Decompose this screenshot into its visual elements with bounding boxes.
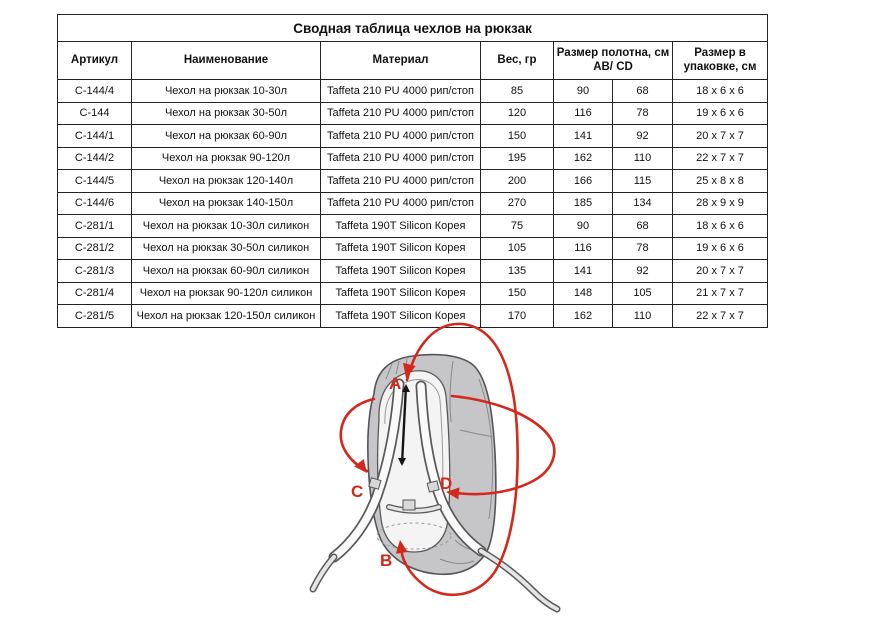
table-cell: 200 bbox=[481, 170, 554, 193]
table-cell: Taffeta 210 PU 4000 рип/стоп bbox=[321, 102, 481, 125]
table-cell: 110 bbox=[613, 147, 673, 170]
table-cell: 162 bbox=[554, 305, 613, 328]
table-cell: 92 bbox=[613, 260, 673, 283]
table-row bbox=[58, 215, 768, 238]
label-c: C bbox=[351, 482, 364, 501]
table-cell: C-144 bbox=[58, 102, 132, 125]
table-cell: C-281/1 bbox=[58, 215, 132, 238]
table-cell: 22 x 7 x 7 bbox=[673, 305, 768, 328]
table-row bbox=[58, 125, 768, 148]
table-cell: 21 x 7 x 7 bbox=[673, 282, 768, 305]
table-cell: 116 bbox=[554, 237, 613, 260]
table-cell: Taffeta 190T Silicon Корея bbox=[321, 282, 481, 305]
table-row bbox=[58, 80, 768, 103]
sternum-buckle bbox=[403, 500, 415, 510]
table-cell: 78 bbox=[613, 237, 673, 260]
table-cell: 141 bbox=[554, 260, 613, 283]
backpack-diagram bbox=[305, 313, 565, 615]
table-cell: 150 bbox=[481, 282, 554, 305]
table-cell: 134 bbox=[613, 192, 673, 215]
table-cell: 85 bbox=[481, 80, 554, 103]
table-cell: Чехол на рюкзак 10-30л силикон bbox=[132, 215, 321, 238]
table-cell: 68 bbox=[613, 215, 673, 238]
table-cell: Taffeta 210 PU 4000 рип/стоп bbox=[321, 192, 481, 215]
summary-table bbox=[57, 14, 768, 328]
table-cell: Taffeta 210 PU 4000 рип/стоп bbox=[321, 170, 481, 193]
table-cell: Taffeta 210 PU 4000 рип/стоп bbox=[321, 147, 481, 170]
table-cell: C-281/3 bbox=[58, 260, 132, 283]
table-cell: 90 bbox=[554, 215, 613, 238]
strap-buckle-right bbox=[427, 481, 439, 492]
table-cell: 135 bbox=[481, 260, 554, 283]
label-d: D bbox=[440, 474, 453, 493]
table-cell: 20 x 7 x 7 bbox=[673, 125, 768, 148]
table-cell: Чехол на рюкзак 60-90л силикон bbox=[132, 260, 321, 283]
table-cell: 28 x 9 x 9 bbox=[673, 192, 768, 215]
table-cell: 18 x 6 x 6 bbox=[673, 80, 768, 103]
table-row bbox=[58, 192, 768, 215]
table-title: Сводная таблица чехлов на рюкзак bbox=[58, 15, 768, 42]
table-cell: 105 bbox=[481, 237, 554, 260]
table-cell: 22 x 7 x 7 bbox=[673, 147, 768, 170]
table-cell: Taffeta 190T Silicon Корея bbox=[321, 215, 481, 238]
table-cell: Чехол на рюкзак 90-120л силикон bbox=[132, 282, 321, 305]
table-cell: Чехол на рюкзак 30-50л bbox=[132, 102, 321, 125]
table-cell: 150 bbox=[481, 125, 554, 148]
table-cell: C-144/4 bbox=[58, 80, 132, 103]
column-header: Размер в упаковке, см bbox=[673, 42, 768, 80]
table-cell: Чехол на рюкзак 140-150л bbox=[132, 192, 321, 215]
column-header: Наименование bbox=[132, 42, 321, 80]
table-row bbox=[58, 170, 768, 193]
table-cell: C-144/2 bbox=[58, 147, 132, 170]
table-cell: 18 x 6 x 6 bbox=[673, 215, 768, 238]
table-cell: 90 bbox=[554, 80, 613, 103]
table-cell: C-281/2 bbox=[58, 237, 132, 260]
table-row bbox=[58, 282, 768, 305]
table-body bbox=[58, 80, 768, 328]
column-header: Размер полотна, см АВ/ CD bbox=[554, 42, 673, 80]
header-row bbox=[58, 42, 768, 80]
backpack-illustration bbox=[313, 355, 557, 609]
table-row bbox=[58, 147, 768, 170]
table-cell: 195 bbox=[481, 147, 554, 170]
table-cell: C-281/5 bbox=[58, 305, 132, 328]
title-row bbox=[58, 15, 768, 42]
column-header: Вес, гр bbox=[481, 42, 554, 80]
strap-webbing-left bbox=[313, 557, 334, 589]
table-cell: Чехол на рюкзак 10-30л bbox=[132, 80, 321, 103]
table-cell: 115 bbox=[613, 170, 673, 193]
table-cell: 170 bbox=[481, 305, 554, 328]
table-cell: Чехол на рюкзак 60-90л bbox=[132, 125, 321, 148]
table-cell: 148 bbox=[554, 282, 613, 305]
table-cell: Taffeta 190T Silicon Корея bbox=[321, 260, 481, 283]
table-cell: C-144/5 bbox=[58, 170, 132, 193]
table-cell: Taffeta 210 PU 4000 рип/стоп bbox=[321, 125, 481, 148]
table-cell: 25 x 8 x 8 bbox=[673, 170, 768, 193]
table-cell: 19 x 6 x 6 bbox=[673, 102, 768, 125]
table-cell: 166 bbox=[554, 170, 613, 193]
table-cell: 20 x 7 x 7 bbox=[673, 260, 768, 283]
column-header: Артикул bbox=[58, 42, 132, 80]
table-cell: 19 x 6 x 6 bbox=[673, 237, 768, 260]
table-cell: 110 bbox=[613, 305, 673, 328]
table-cell: 162 bbox=[554, 147, 613, 170]
table-cell: Чехол на рюкзак 120-150л силикон bbox=[132, 305, 321, 328]
table-cell: 105 bbox=[613, 282, 673, 305]
table-cell: C-281/4 bbox=[58, 282, 132, 305]
label-b: B bbox=[380, 551, 393, 570]
table-cell: C-144/6 bbox=[58, 192, 132, 215]
table-cell: Taffeta 210 PU 4000 рип/стоп bbox=[321, 80, 481, 103]
table-cell: 75 bbox=[481, 215, 554, 238]
table-row bbox=[58, 237, 768, 260]
table-cell: 270 bbox=[481, 192, 554, 215]
table-cell: 68 bbox=[613, 80, 673, 103]
column-header: Материал bbox=[321, 42, 481, 80]
table-cell: Taffeta 190T Silicon Корея bbox=[321, 237, 481, 260]
table-cell: Чехол на рюкзак 90-120л bbox=[132, 147, 321, 170]
table-row bbox=[58, 260, 768, 283]
table-cell: 92 bbox=[613, 125, 673, 148]
label-a: A bbox=[389, 374, 402, 393]
table-row bbox=[58, 102, 768, 125]
table-cell: 120 bbox=[481, 102, 554, 125]
table-cell: 116 bbox=[554, 102, 613, 125]
table-cell: 78 bbox=[613, 102, 673, 125]
table-cell: Чехол на рюкзак 30-50л силикон bbox=[132, 237, 321, 260]
table-cell: 185 bbox=[554, 192, 613, 215]
table-cell: C-144/1 bbox=[58, 125, 132, 148]
table-cell: 141 bbox=[554, 125, 613, 148]
table-cell: Чехол на рюкзак 120-140л bbox=[132, 170, 321, 193]
table-cell: Taffeta 190T Silicon Корея bbox=[321, 305, 481, 328]
strap-webbing-right bbox=[481, 551, 557, 609]
